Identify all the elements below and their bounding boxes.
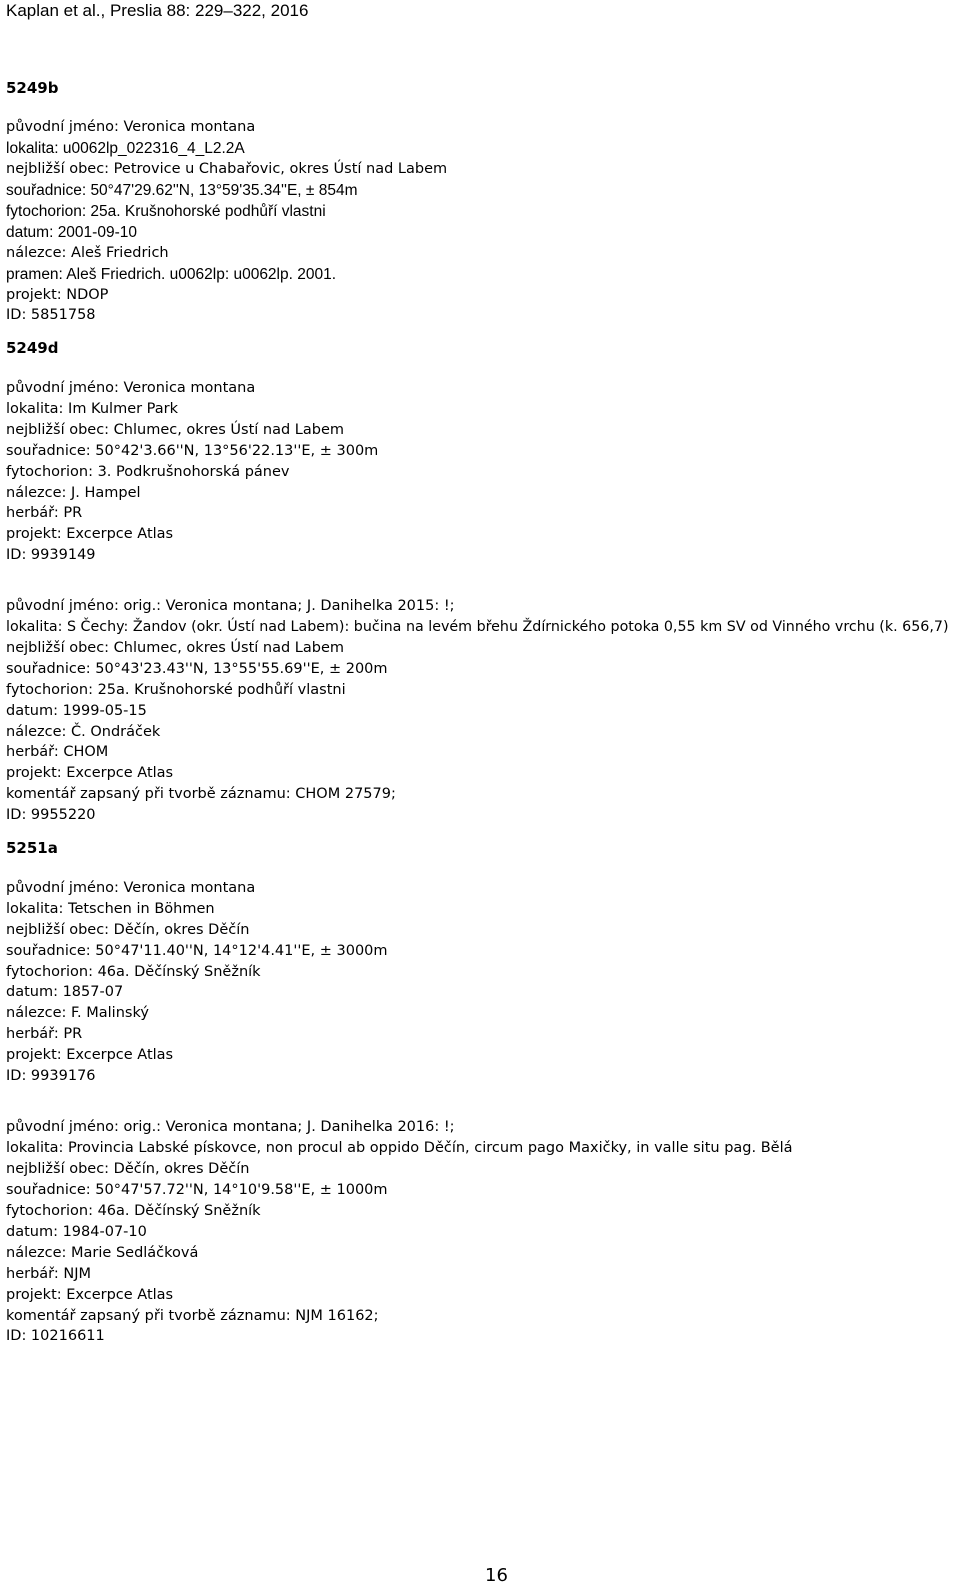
record-line: nejbližší obec: Petrovice u Chabařovic, okres Ústí nad Labem <box>6 161 448 177</box>
record-line: ID: 9955220 <box>6 807 96 823</box>
record-line: projekt: Excerpce Atlas <box>6 1047 174 1063</box>
record-line: lokalita: S Čechy: Žandov (okr. Ústí nad Labem): bučina na levém břehu Ždírnického potoka 0,55 km SV od Vinného vrchu (k. 656,7) <box>6 619 949 635</box>
record-line: souřadnice: 50°47'11.40''N, 14°12'4.41''E, ± 3000m <box>6 943 388 959</box>
record-line: fytochorion: 25a. Krušnohorské podhůří vlastni <box>6 203 326 220</box>
record-line: lokalita: Tetschen in Böhmen <box>6 901 215 917</box>
record-heading: 5249d <box>6 339 59 357</box>
record-line: nejbližší obec: Děčín, okres Děčín <box>6 922 250 938</box>
record-line: nálezce: F. Malinský <box>6 1005 149 1021</box>
record-line: projekt: Excerpce Atlas <box>6 765 174 781</box>
record-line: herbář: PR <box>6 1026 83 1042</box>
record-line: souřadnice: 50°47'29.62''N, 13°59'35.34''E, ± 854m <box>6 182 358 199</box>
record-line: fytochorion: 46a. Děčínský Sněžník <box>6 964 261 980</box>
record-heading: 5251a <box>6 839 58 857</box>
record-line: datum: 1857-07 <box>6 984 124 1000</box>
record-line: fytochorion: 3. Podkrušnohorská pánev <box>6 464 290 480</box>
record-line: projekt: Excerpce Atlas <box>6 1287 174 1303</box>
record-line: nálezce: Aleš Friedrich <box>6 245 169 261</box>
record-line: komentář zapsaný při tvorbě záznamu: CHOM 27579; <box>6 786 396 802</box>
record-line: lokalita: Provincia Labské pískovce, non procul ab oppido Děčín, circum pago Maxičky, in valle situ pag. Bělá <box>6 1140 793 1156</box>
record-line: pramen: Aleš Friedrich. u0062lp: u0062lp. 2001. <box>6 266 337 283</box>
record-line: ID: 10216611 <box>6 1328 105 1344</box>
record-line: herbář: NJM <box>6 1266 91 1282</box>
running-header: Kaplan et al., Preslia 88: 229–322, 2016 <box>6 1 309 20</box>
record-line: nálezce: Marie Sedláčková <box>6 1245 199 1261</box>
record-line: původní jméno: Veronica montana <box>6 880 256 896</box>
record-line: fytochorion: 25a. Krušnohorské podhůří vlastni <box>6 682 346 698</box>
record-line: původní jméno: orig.: Veronica montana; J. Danihelka 2016: !; <box>6 1119 455 1135</box>
record-line: lokalita: u0062lp_022316_4_L2.2A <box>6 140 245 157</box>
record-line: ID: 9939149 <box>6 547 96 563</box>
record-heading: 5249b <box>6 79 59 97</box>
record-line: datum: 1999-05-15 <box>6 703 147 719</box>
record-line: souřadnice: 50°42'3.66''N, 13°56'22.13''E, ± 300m <box>6 443 379 459</box>
record-line: fytochorion: 46a. Děčínský Sněžník <box>6 1203 261 1219</box>
record-line: nejbližší obec: Děčín, okres Děčín <box>6 1161 250 1177</box>
record-line: ID: 9939176 <box>6 1068 96 1084</box>
record-line: datum: 2001-09-10 <box>6 224 137 241</box>
record-line: souřadnice: 50°47'57.72''N, 14°10'9.58''E, ± 1000m <box>6 1182 388 1198</box>
record-line: lokalita: Im Kulmer Park <box>6 401 179 417</box>
record-line: herbář: CHOM <box>6 744 109 760</box>
record-line: původní jméno: Veronica montana <box>6 380 256 396</box>
record-line: nejbližší obec: Chlumec, okres Ústí nad Labem <box>6 422 345 438</box>
page-number: 16 <box>485 1565 508 1586</box>
record-line: komentář zapsaný při tvorbě záznamu: NJM 16162; <box>6 1308 379 1324</box>
record-line: herbář: PR <box>6 505 83 521</box>
record-line: datum: 1984-07-10 <box>6 1224 147 1240</box>
record-line: ID: 5851758 <box>6 307 96 323</box>
record-line: nálezce: J. Hampel <box>6 485 141 501</box>
record-line: projekt: NDOP <box>6 287 109 303</box>
record-line: původní jméno: Veronica montana <box>6 119 256 135</box>
record-line: nálezce: Č. Ondráček <box>6 724 161 740</box>
record-line: projekt: Excerpce Atlas <box>6 526 174 542</box>
record-line: nejbližší obec: Chlumec, okres Ústí nad Labem <box>6 640 345 656</box>
record-line: souřadnice: 50°43'23.43''N, 13°55'55.69''E, ± 200m <box>6 661 388 677</box>
record-line: původní jméno: orig.: Veronica montana; J. Danihelka 2015: !; <box>6 598 455 614</box>
